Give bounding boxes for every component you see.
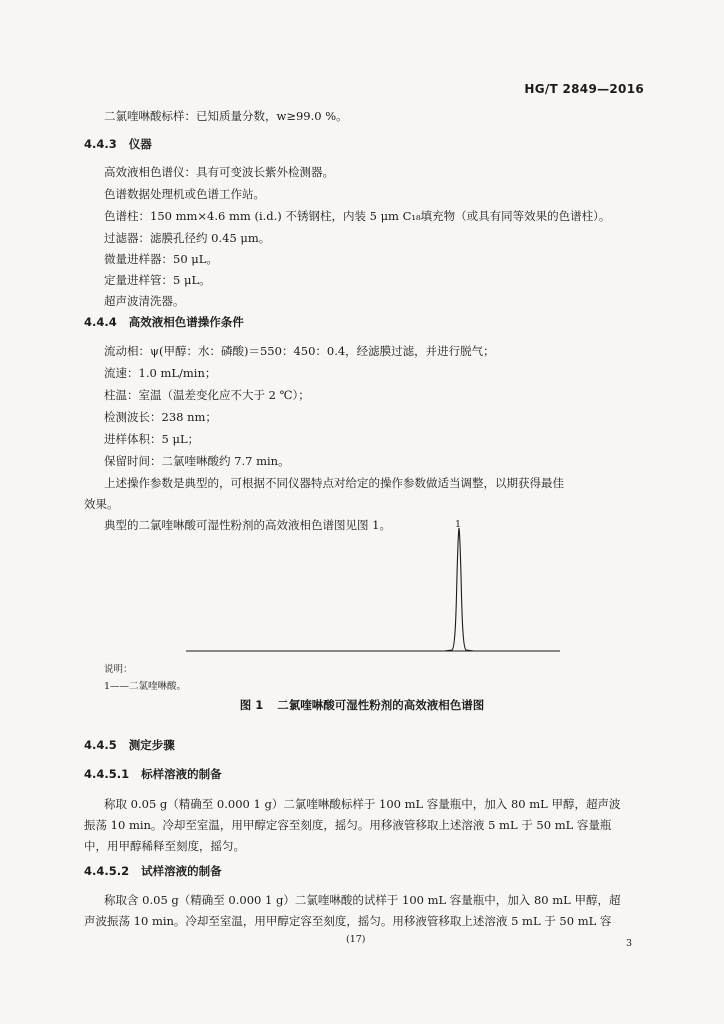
reference-standard-line: 二氯喹啉酸标样：已知质量分数，w≥99.0 %。 (104, 109, 348, 123)
instrument-line: 定量进样管：5 μL。 (104, 273, 211, 287)
figure-legend-item: 1——二氯喹啉酸。 (104, 681, 187, 692)
instrument-line: 色谱数据处理机或色谱工作站。 (104, 187, 265, 201)
section-number: 4.4.3 (84, 137, 117, 151)
instrument-line: 微量进样器：50 μL。 (104, 252, 218, 266)
page-number-center: (17) (346, 934, 366, 945)
section-number: 4.4.4 (84, 315, 117, 329)
adjustment-note-line: 效果。 (84, 497, 119, 511)
figure-title: 二氯喹啉酸可湿性粉剂的高效液相色谱图 (277, 698, 485, 712)
procedure-line: 声波振荡 10 min。冷却至室温，用甲醇定容至刻度，摇匀。用移液管移取上述溶液 5 mL 于 50 mL 容 (84, 914, 612, 928)
peak-label: 1 (455, 519, 462, 530)
section-heading-4-4-5-1 (84, 767, 222, 781)
section-heading-4-4-5 (84, 738, 175, 752)
procedure-line: 振荡 10 min。冷却至室温，用甲醇定容至刻度，摇匀。用移液管移取上述溶液 5 mL 于 50 mL 容量瓶 (84, 818, 612, 832)
condition-line: 流动相：ψ(甲醇：水：磷酸)＝550：450：0.4，经滤膜过滤，并进行脱气； (104, 344, 495, 358)
instrument-line: 超声波清洗器。 (104, 294, 185, 308)
section-title: 标样溶液的制备 (141, 767, 222, 781)
condition-line: 进样体积：5 μL； (104, 432, 200, 446)
section-number: 4.4.5.1 (84, 767, 130, 781)
instrument-line: 高效液相色谱仪：具有可变波长紫外检测器。 (104, 165, 334, 179)
page-number-right: 3 (626, 938, 633, 949)
condition-line: 流速：1.0 mL/min； (104, 366, 217, 380)
procedure-line: 中，用甲醇稀释至刻度，摇匀。 (84, 839, 245, 853)
condition-line: 柱温：室温（温差变化应不大于 2 ℃）； (104, 388, 310, 402)
chromatogram-peak (444, 528, 474, 651)
figure-reference: 典型的二氯喹啉酸可湿性粉剂的高效液相色谱图见图 1。 (104, 518, 391, 532)
section-number: 4.4.5.2 (84, 864, 130, 878)
instrument-line: 色谱柱：150 mm×4.6 mm (i.d.) 不锈钢柱，内装 5 μm C₁₈填充物（或具有同等效果的色谱柱）。 (104, 209, 611, 223)
standard-code: HG/T 2849—2016 (524, 82, 644, 96)
condition-line: 检测波长：238 nm； (104, 410, 217, 424)
procedure-line: 称取含 0.05 g（精确至 0.000 1 g）二氯喹啉酸的试样于 100 mL 容量瓶中，加入 80 mL 甲醇，超 (104, 893, 621, 907)
section-title: 仪器 (128, 137, 152, 151)
adjustment-note-line: 上述操作参数是典型的，可根据不同仪器特点对给定的操作参数做适当调整，以期获得最佳 (104, 476, 564, 490)
section-heading-4-4-5-2 (84, 864, 222, 878)
figure-caption (0, 697, 724, 713)
section-title: 测定步骤 (128, 738, 175, 752)
figure-number: 图 1 (239, 698, 264, 712)
instrument-line: 过滤器：滤膜孔径约 0.45 μm。 (104, 231, 271, 245)
section-number: 4.4.5 (84, 738, 117, 752)
condition-line: 保留时间：二氯喹啉酸约 7.7 min。 (104, 454, 290, 468)
section-title: 试样溶液的制备 (141, 864, 222, 878)
figure-legend-title: 说明： (104, 664, 133, 675)
section-title: 高效液相色谱操作条件 (128, 315, 244, 329)
procedure-line: 称取 0.05 g（精确至 0.000 1 g）二氯喹啉酸标样于 100 mL 容量瓶中，加入 80 mL 甲醇，超声波 (104, 797, 621, 811)
